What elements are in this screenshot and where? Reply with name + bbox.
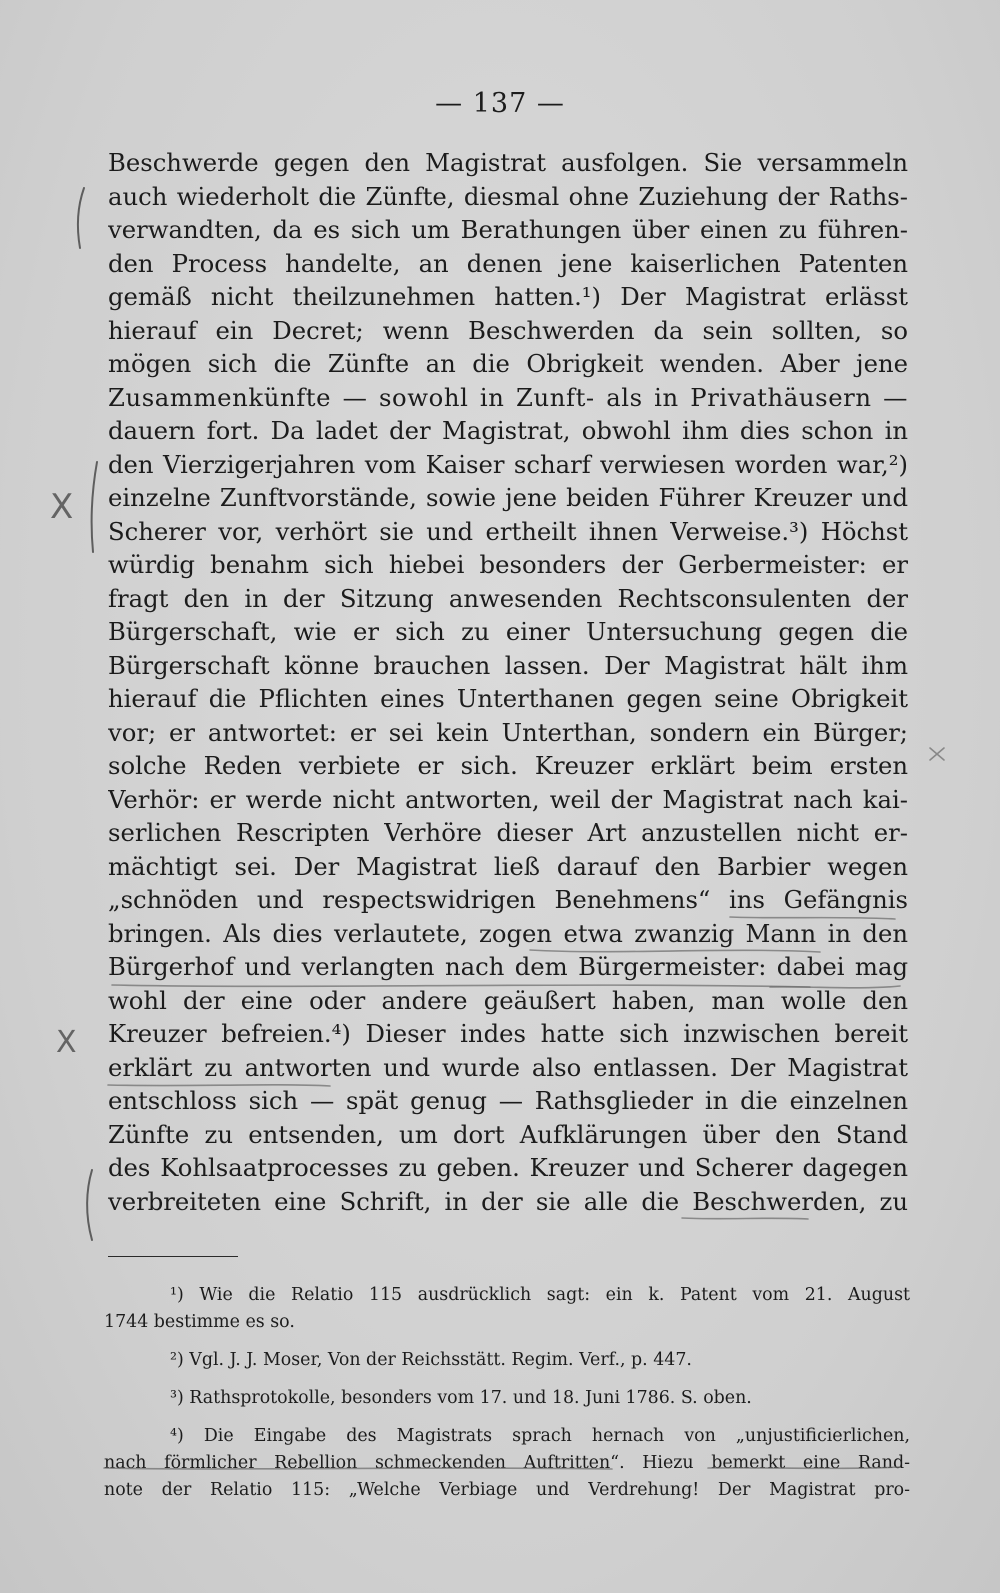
text-line-11: einzelne Zunftvorstände, sowie jene beiden Führer Kreuzer und <box>108 483 908 512</box>
text-line-8: Zusammenkünfte — sowohl in Zunft- als in Privathäusern — <box>108 382 908 412</box>
margin-tick-right <box>930 748 944 760</box>
body-text <box>108 146 908 1218</box>
text-line-29: entschloss sich — spät genug — Rathsglieder in die einzelnen <box>108 1086 908 1115</box>
footnote-4-line-1: ⁴) Die Eingabe des Magistrats sprach hernach von „unjustificierlichen, <box>170 1426 910 1446</box>
footnote-1-line-2: 1744 bestimme es so. <box>104 1312 295 1332</box>
text-line-16: Bürgerschaft könne brauchen lassen. Der Magistrat hält ihm <box>108 650 908 680</box>
text-line-25: Bürgerhof und verlangten nach dem Bürgermeister: dabei mag <box>108 952 908 981</box>
text-line-26: wohl der eine oder andere geäußert haben, man wolle den <box>108 985 908 1015</box>
footnote-spacer <box>104 1336 910 1347</box>
text-line-3: verwandten, da es sich um Berathungen über einen zu führen- <box>108 215 908 244</box>
text-line-17: hierauf die Pflichten eines Unterthanen gegen seine Obrigkeit <box>108 684 908 713</box>
text-line-9: dauern fort. Da ladet der Magistrat, obwohl ihm dies schon in <box>108 416 908 445</box>
margin-x-mark-2: X <box>56 1025 77 1060</box>
margin-x-mark-1: X <box>50 487 74 527</box>
text-line-2: auch wiederholt die Zünfte, diesmal ohne Zuziehung der Raths- <box>108 181 908 211</box>
margin-bracket-bottom <box>87 1170 92 1240</box>
underline-beschwerden <box>682 1218 808 1219</box>
text-line-24: bringen. Als dies verlautete, zogen etwa zwanzig Mann in den <box>108 918 908 948</box>
text-line-28: erklärt zu antworten und wurde also entlassen. Der Magistrat <box>108 1052 908 1082</box>
footnote-4-line-3: note der Relatio 115: „Welche Verbiage und Verdrehung! Der Magistrat pro- <box>104 1480 910 1500</box>
text-line-6: hierauf ein Decret; wenn Beschwerden da sein sollten, so <box>108 315 908 345</box>
text-line-30: Zünfte zu entsenden, um dort Aufklärungen über den Stand <box>108 1119 908 1149</box>
footnote-3: ³) Rathsprotokolle, besonders vom 17. und 18. Juni 1786. S. oben. <box>170 1388 752 1408</box>
text-line-1: Beschwerde gegen den Magistrat ausfolgen. Sie versammeln <box>108 148 908 177</box>
footnotes <box>104 1282 910 1504</box>
text-line-18: vor; er antwortet: er sei kein Unterthan, sondern ein Bürger; <box>108 717 908 747</box>
text-line-14: fragt den in der Sitzung anwesenden Rechtsconsulenten der <box>108 583 908 613</box>
footnote-spacer <box>104 1412 910 1423</box>
footnote-4-line-2: nach förmlicher Rebellion schmeckenden Auftritten“. Hiezu bemerkt eine Rand- <box>104 1453 910 1473</box>
footnote-2: ²) Vgl. J. J. Moser, Von der Reichsstätt. Regim. Verf., p. 447. <box>170 1350 692 1370</box>
text-line-27: Kreuzer befreien.⁴) Dieser indes hatte sich inzwischen bereit <box>108 1019 908 1048</box>
text-line-5: gemäß nicht theilzunehmen hatten.¹) Der Magistrat erlässt <box>108 282 908 311</box>
text-line-10: den Vierzigerjahren vom Kaiser scharf verwiesen worden war,²) <box>108 449 908 479</box>
footnote-1-line-1: ¹) Wie die Relatio 115 ausdrücklich sagt: ein k. Patent vom 21. August <box>170 1285 910 1305</box>
text-line-21: serlichen Rescripten Verhöre dieser Art anzustellen nicht er- <box>108 818 908 847</box>
margin-bracket-top <box>78 188 84 248</box>
text-line-15: Bürgerschaft, wie er sich zu einer Untersuchung gegen die <box>108 617 908 646</box>
text-line-22: mächtigt sei. Der Magistrat ließ darauf den Barbier wegen <box>108 851 908 881</box>
footnote-separator <box>108 1256 238 1257</box>
page-number: — 137 — <box>435 88 565 119</box>
text-line-19: solche Reden verbiete er sich. Kreuzer erklärt beim ersten <box>108 751 908 780</box>
text-line-13: würdig benahm sich hiebei besonders der Gerbermeister: er <box>108 550 908 579</box>
text-line-20: Verhör: er werde nicht antworten, weil der Magistrat nach kai- <box>108 784 908 814</box>
text-line-12: Scherer vor, verhört sie und ertheilt ihnen Verweise.³) Höchst <box>108 516 908 546</box>
text-line-4: den Process handelte, an denen jene kaiserlichen Patenten <box>108 248 908 278</box>
text-line-31: des Kohlsaatprocesses zu geben. Kreuzer und Scherer dagegen <box>108 1153 908 1182</box>
text-line-7: mögen sich die Zünfte an die Obrigkeit wenden. Aber jene <box>108 349 908 378</box>
footnote-spacer <box>104 1374 910 1385</box>
text-line-23: „schnöden und respectswidrigen Benehmens“ ins Gefängnis <box>108 885 908 914</box>
text-line-32: verbreiteten eine Schrift, in der sie alle die Beschwerden, zu <box>108 1186 908 1216</box>
margin-bracket-middle <box>92 462 97 552</box>
